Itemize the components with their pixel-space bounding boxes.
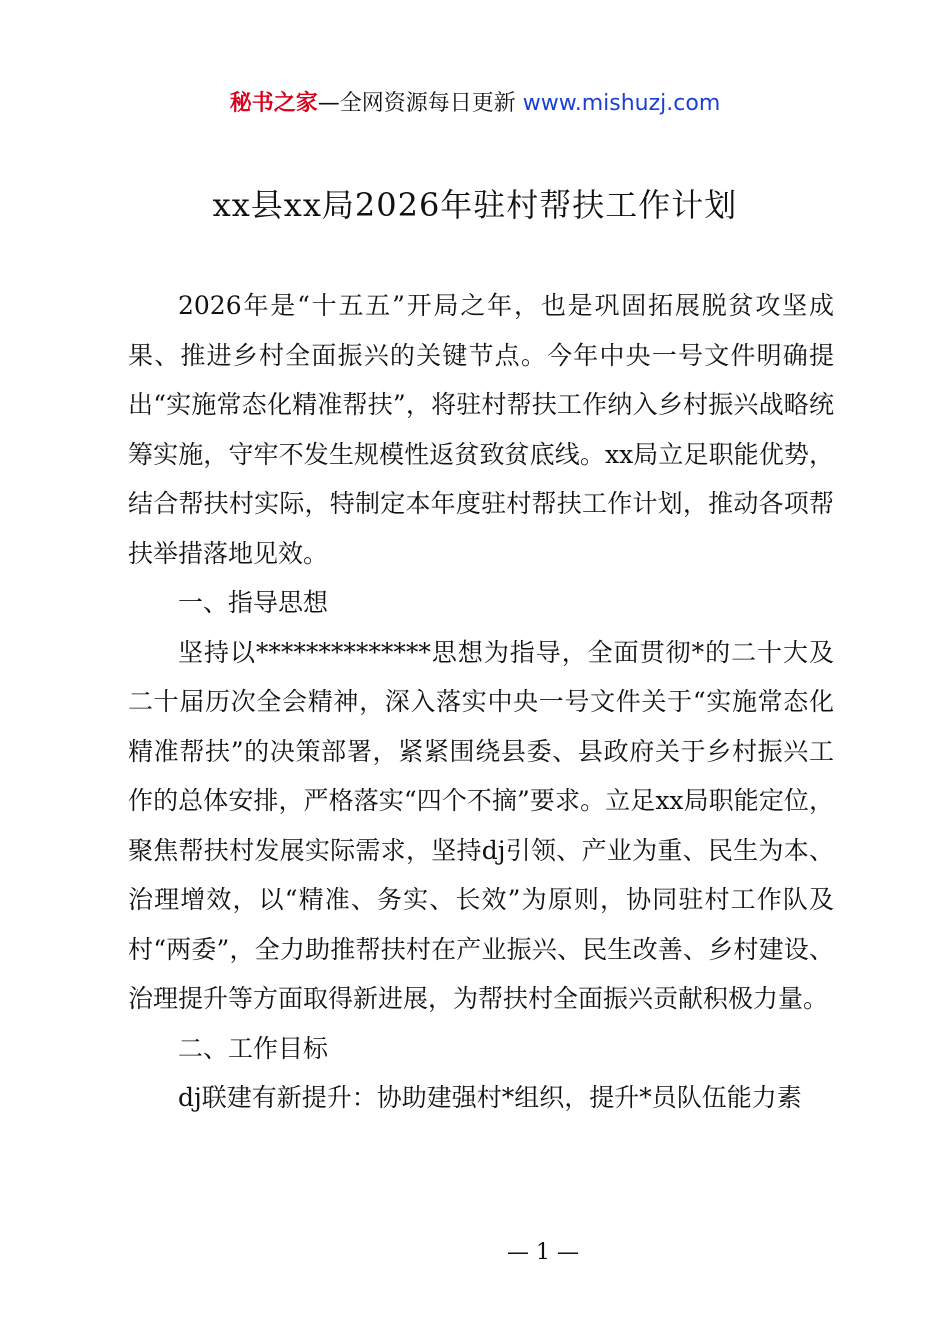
site-brand: 秘书之家	[229, 91, 318, 116]
section-heading-guiding-ideology: 一、指导思想	[178, 588, 329, 617]
intro-paragraph: 2026年是“十五五”开局之年，也是巩固拓展脱贫攻坚成果、推进乡村全面振兴的关键节点。今年中央一号文件明确提出“实施常态化精准帮扶”，将驻村帮扶工作纳入乡村振兴战略统筹实施，守牢不发生规模性返贫致贫底线。xx局立足职能优势，结合帮扶村实际，特制定本年度驻村帮扶工作计划，推动各项帮扶举措落地见效。	[128, 291, 834, 568]
site-tagline: —全网资源每日更新	[317, 91, 516, 116]
section-heading-work-goals: 二、工作目标	[178, 1033, 329, 1063]
document-body	[128, 281, 834, 1123]
document-title: xx县xx局2026年驻村帮扶工作计划	[212, 186, 738, 224]
work-goals-paragraph: dj联建有新提升：协助建强村*组织，提升*员队伍能力素	[178, 1083, 802, 1112]
page-number: — 1 —	[507, 1240, 579, 1265]
site-url-link[interactable]: www.mishuzj.com	[522, 91, 721, 116]
site-header	[0, 88, 950, 120]
guiding-ideology-paragraph: 坚持以**************思想为指导，全面贯彻*的二十大及二十届历次全会精神，深入落实中央一号文件关于“实施常态化精准帮扶”的决策部署，紧紧围绕县委、县政府关于乡村振兴工作的总体安排，严格落实“四个不摘”要求。立足xx局职能定位，聚焦帮扶村发展实际需求，坚持dj引领、产业为重、民生为本、治理增效，以“精准、务实、长效”为原则，协同驻村工作队及村“两委”，全力助推帮扶村在产业振兴、民生改善、乡村建设、治理提升等方面取得新进展，为帮扶村全面振兴贡献积极力量。	[128, 637, 834, 1013]
